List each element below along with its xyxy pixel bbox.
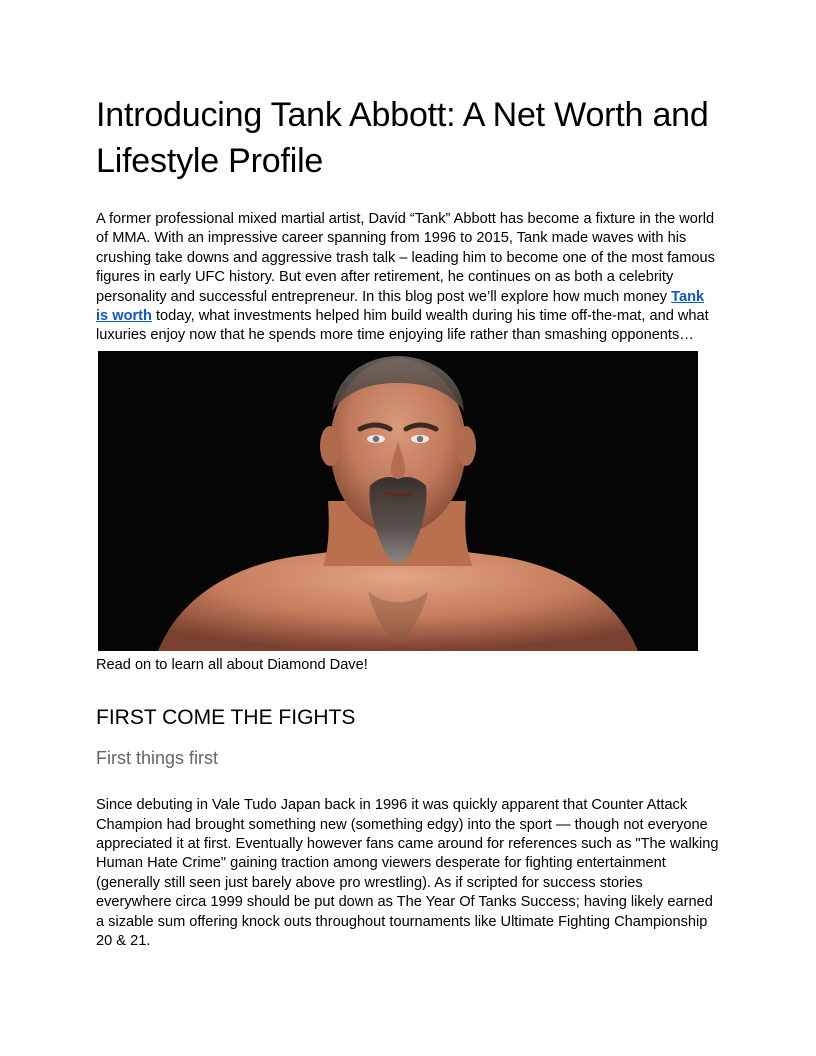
fights-paragraph: Since debuting in Vale Tudo Japan back in 1996 it was quickly apparent that Counter Attack Champion had brought something new (something edgy) into the sport — though not everyone appreciated it at first. Eventually however fans came around for references such as "The walking Human Hate Crime" gaining traction among viewers desperate for fighting entertainment (generally still seen just barely above pro wrestling). As if scripted for success stories everywhere circa 1999 should be put down as The Year Of Tanks Success; having likely earned a sizable sum offering knock outs throughout tournaments like Ultimate Fighting Championship 20 & 21. bbox=[96, 797, 719, 950]
page-title: Introducing Tank Abbott: A Net Worth and Lifestyle Profile bbox=[96, 96, 709, 180]
intro-text-before-link: A former professional mixed martial artist, David “Tank” Abbott has become a fixture in the world of MMA. With an impressive career spanning from 1996 to 2015, Tank made waves with his crushing take downs and aggressive trash talk – leading him to become one of the most famous figures in early UFC history. But even after retirement, he continues on as both a celebrity personality and successful entrepreneur. In this blog post we’ll explore how much money bbox=[96, 211, 715, 305]
tank-abbott-photo bbox=[98, 351, 698, 651]
intro-paragraph bbox=[96, 210, 720, 346]
intro-text-after-link: today, what investments helped him build wealth during his time off-the-mat, and what luxuries enjoy now that he spends more time enjoying life rather than smashing opponents… bbox=[96, 308, 709, 344]
tank-abbott-portrait-illustration bbox=[98, 351, 698, 651]
sub-heading: First things first bbox=[96, 748, 219, 769]
tank-net-worth-link[interactable]: Tank is worth bbox=[96, 288, 705, 325]
read-on-paragraph: Read on to learn all about Diamond Dave! bbox=[96, 656, 368, 673]
document-page bbox=[96, 92, 720, 952]
section-heading: FIRST COME THE FIGHTS bbox=[96, 706, 356, 730]
